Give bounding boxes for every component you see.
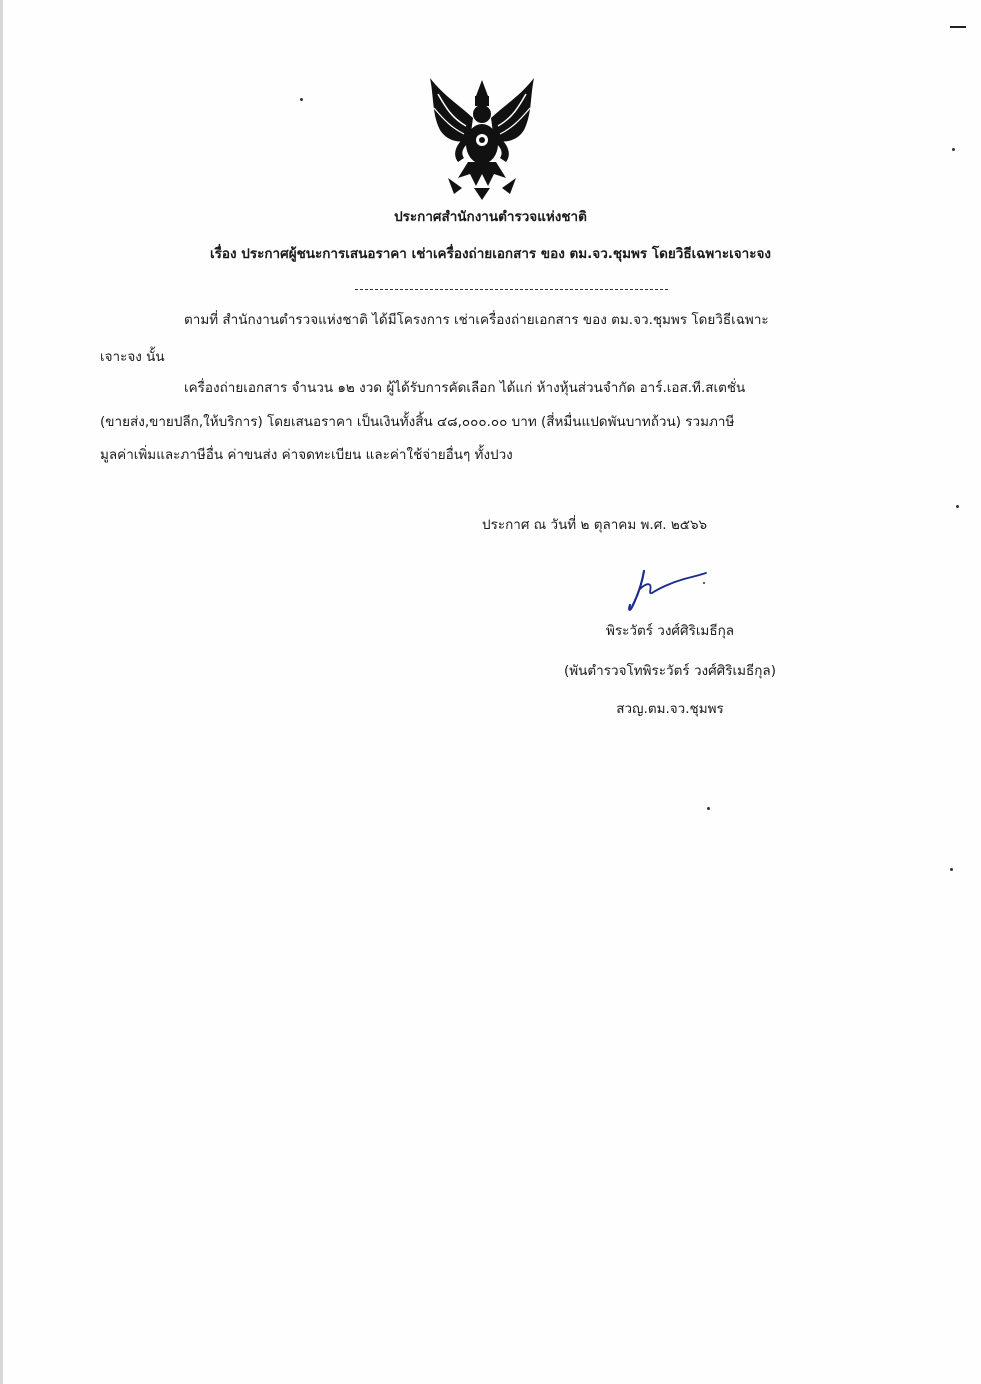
scan-speck bbox=[707, 807, 710, 810]
signatory-full-rank-name: (พันตำรวจโทพิระวัตร์ วงศ์ศิริเมธีกุล) bbox=[564, 663, 776, 679]
body-paragraph-1-line-1: ตามที่ สำนักงานตำรวจแห่งชาติ ได้มีโครงการ เช่าเครื่องถ่ายเอกสาร ของ ตม.จว.ชุมพร โดยวิธีเฉพาะ bbox=[184, 312, 769, 328]
scan-speck bbox=[950, 868, 953, 871]
body-paragraph-2-line-2: (ขายส่ง,ขายปลีก,ให้บริการ) โดยเสนอราคา เป็นเงินทั้งสิ้น ๔๘,๐๐๐.๐๐ บาท (สี่หมื่นแปดพันบาทถ้วน) รวมภาษี bbox=[100, 414, 735, 430]
scan-speck bbox=[300, 98, 303, 101]
document-agency-title: ประกาศสำนักงานตำรวจแห่งชาติ bbox=[394, 209, 587, 225]
announcement-date: ประกาศ ณ วันที่ ๒ ตุลาคม พ.ศ. ๒๕๖๖ bbox=[482, 517, 708, 533]
scan-mark bbox=[950, 26, 966, 28]
garuda-emblem-icon bbox=[418, 74, 546, 202]
body-paragraph-1-line-2: เจาะจง นั้น bbox=[100, 349, 165, 365]
signatory-position: สวญ.ตม.จว.ชุมพร bbox=[616, 701, 724, 717]
handwritten-signature-icon bbox=[622, 567, 712, 615]
body-paragraph-2-line-3: มูลค่าเพิ่มและภาษีอื่น ค่าขนส่ง ค่าจดทะเบียน และค่าใช้จ่ายอื่นๆ ทั้งปวง bbox=[100, 447, 513, 463]
body-paragraph-2-line-1: เครื่องถ่ายเอกสาร จำนวน ๑๒ งวด ผู้ได้รับการคัดเลือก ได้แก่ ห้างหุ้นส่วนจำกัด อาร์.เอส.ที.สเตชั่น bbox=[184, 380, 746, 396]
header-divider bbox=[355, 289, 668, 290]
signatory-name: พิระวัตร์ วงศ์ศิริเมธีกุล bbox=[605, 623, 735, 639]
scan-speck bbox=[952, 148, 955, 151]
scan-speck bbox=[956, 505, 959, 508]
document-subject: เรื่อง ประกาศผู้ชนะการเสนอราคา เช่าเครื่องถ่ายเอกสาร ของ ตม.จว.ชุมพร โดยวิธีเฉพาะเจาะจง bbox=[210, 246, 771, 262]
